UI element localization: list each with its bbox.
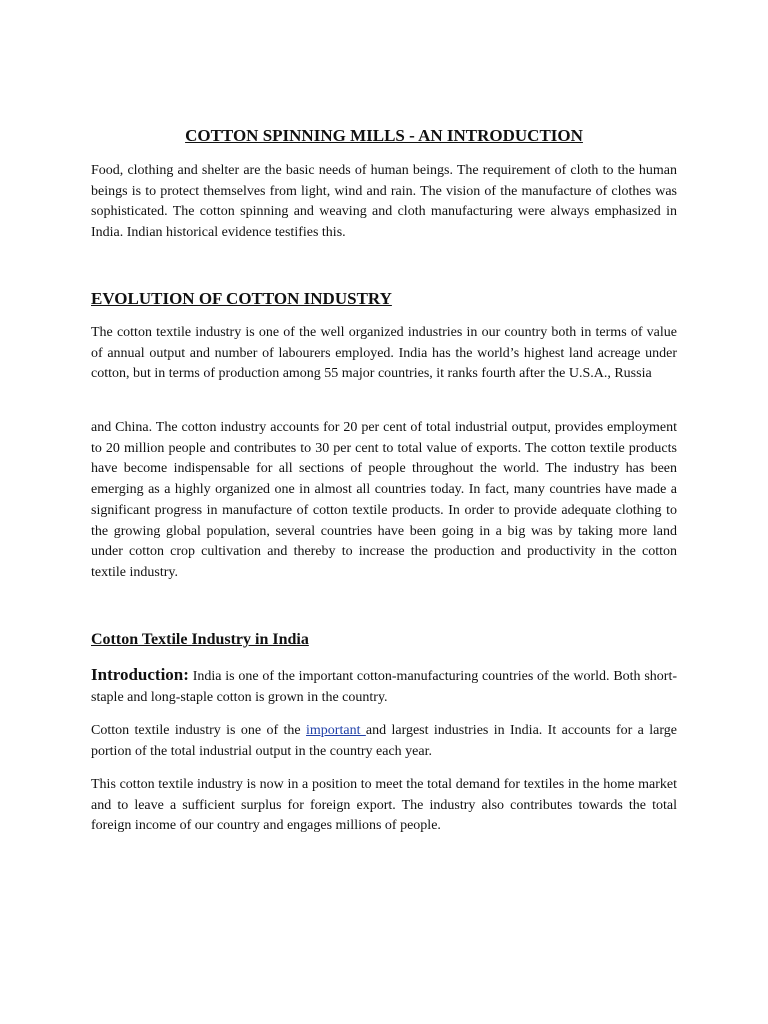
india-paragraph-2-end: and largest industries in India. It accounts for a large portion of the total industrial output in the country each year. (91, 723, 678, 759)
evolution-heading: EVOLUTION OF COTTON INDUSTRY (91, 289, 392, 308)
india-paragraph-2-start: Cotton textile industry is one of the (91, 723, 307, 738)
intro-paragraph: Food, clothing and shelter are the basic needs of human beings. The requirement of cloth to the human beings is to protect themselves from light, wind and rain. The vision of the manufacture of clothes was sophisticated. The cotton spinning and weaving and cloth manufacturing were always emphasized in India. Indian historical evidence testifies this. (91, 163, 677, 241)
evolution-paragraph-2: and China. The cotton industry accounts for 20 per cent of total industrial output, provides employment to 20 million people and contributes to 30 per cent to total value of exports. The cotton textile products have become indispensable for all sections of people throughout the world. The industry has been emerging as a highly organized one in almost all countries today. In fact, many countries have made a significant progress in manufacture of cotton textile products. In order to provide adequate clothing to the growing global population, several countries have been going in a big was by taking more land under cotton crop cultivation and thereby to increase the production and productivity in the cotton textile industry. (91, 420, 677, 580)
document-title: COTTON SPINNING MILLS - AN INTRODUCTION (185, 126, 583, 145)
india-paragraph-3: This cotton textile industry is now in a position to meet the total demand for textiles in the home market and to leave a sufficient surplus for foreign export. The industry also contributes towards the total foreign income of our country and engages millions of people. (91, 777, 677, 834)
india-section-heading: Cotton Textile Industry in India (91, 631, 309, 648)
introduction-label: Introduction: (91, 665, 189, 684)
evolution-paragraph-1: The cotton textile industry is one of the well organized industries in our country both in terms of value of annual output and number of labourers employed. India has the world’s highest land acreage under cotton, but in terms of production among 55 major countries, it ranks fourth after the U.S.A., Russia (91, 325, 677, 382)
india-intro-paragraph (91, 665, 677, 708)
india-paragraph-2 (91, 721, 677, 762)
india-intro-text: India is one of the important cotton-manufacturing countries of the world. Both short-staple and long-staple cotton is grown in the country. (91, 669, 677, 705)
important-link[interactable]: important (306, 723, 366, 738)
